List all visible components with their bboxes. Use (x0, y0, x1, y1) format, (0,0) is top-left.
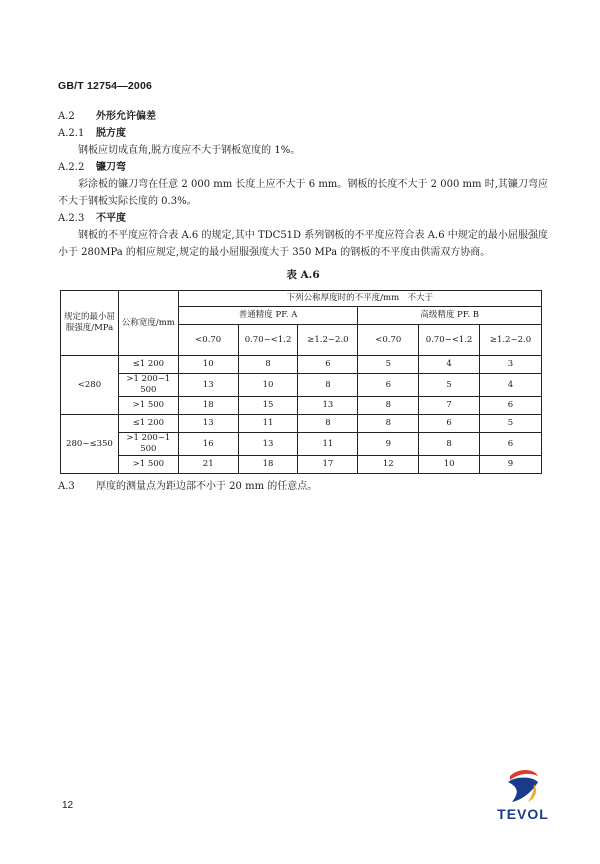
table-row (61, 415, 542, 433)
value-cell: 10 (419, 456, 480, 474)
value-cell: 9 (480, 456, 542, 474)
group-header-normal: 普通精度 PF. A (178, 307, 358, 325)
value-cell: 18 (178, 397, 238, 415)
value-cell: 5 (419, 374, 480, 397)
value-cell: 4 (419, 356, 480, 374)
section-number: A.3 (58, 481, 75, 492)
width-cell: ≤1 200 (118, 356, 178, 374)
value-cell: 13 (178, 374, 238, 397)
standard-code: GB/T 12754—2006 (58, 80, 153, 92)
value-cell: 5 (480, 415, 542, 433)
section-number: A.2.2 (58, 162, 85, 173)
value-cell: 13 (178, 415, 238, 433)
value-cell: 8 (358, 397, 419, 415)
thickness-header: <0.70 (358, 325, 419, 356)
value-cell: 6 (298, 356, 358, 374)
logo-text: TEVOL (497, 806, 549, 822)
section-number: A.2 (58, 111, 75, 122)
page-content (58, 108, 548, 495)
value-cell: 13 (298, 397, 358, 415)
value-cell: 5 (358, 356, 419, 374)
yield-cell: <280 (61, 356, 119, 415)
logo-mark-icon (488, 768, 558, 808)
thickness-header: <0.70 (178, 325, 238, 356)
value-cell: 7 (419, 397, 480, 415)
col-header-yield: 规定的最小屈服强度/MPa (61, 291, 119, 356)
width-cell: ≤1 200 (118, 415, 178, 433)
value-cell: 18 (238, 456, 298, 474)
section-a3-heading (58, 478, 548, 495)
thickness-header: ≥1.2~2.0 (480, 325, 542, 356)
value-cell: 9 (358, 433, 419, 456)
value-cell: 21 (178, 456, 238, 474)
value-cell: 8 (298, 374, 358, 397)
value-cell: 6 (480, 397, 542, 415)
group-header-high: 高级精度 PF. B (358, 307, 542, 325)
value-cell: 8 (358, 415, 419, 433)
value-cell: 16 (178, 433, 238, 456)
value-cell: 10 (178, 356, 238, 374)
table-row (61, 397, 542, 415)
section-a22-text: 彩涂板的镰刀弯在任意 2 000 mm 长度上应不大于 6 mm。钢板的长度不大于 2 000 mm 时,其镰刀弯应不大于钢板实际长度的 0.3%。 (58, 179, 548, 207)
value-cell: 8 (298, 415, 358, 433)
value-cell: 6 (480, 433, 542, 456)
section-number: A.2.3 (58, 213, 85, 224)
value-cell: 3 (480, 356, 542, 374)
value-cell: 8 (419, 433, 480, 456)
table-row (61, 374, 542, 397)
page-number: 12 (62, 800, 74, 811)
yield-cell: 280~≤350 (61, 415, 119, 474)
value-cell: 10 (238, 374, 298, 397)
section-a23-heading (58, 210, 548, 227)
table-row (61, 356, 542, 374)
thickness-header: 0.70~<1.2 (238, 325, 298, 356)
width-cell: >1 500 (118, 397, 178, 415)
value-cell: 6 (419, 415, 480, 433)
value-cell: 11 (298, 433, 358, 456)
section-a2-heading (58, 108, 548, 125)
section-title: 外形允许偏差 (96, 111, 156, 122)
table-row (61, 456, 542, 474)
thickness-header: ≥1.2~2.0 (298, 325, 358, 356)
width-cell: >1 200~1 500 (118, 433, 178, 456)
section-a21-heading (58, 125, 548, 142)
table-caption: 表 A.6 (286, 269, 320, 281)
value-cell: 17 (298, 456, 358, 474)
value-cell: 8 (238, 356, 298, 374)
section-title: 脱方度 (96, 128, 126, 139)
value-cell: 11 (238, 415, 298, 433)
section-number: A.2.1 (58, 128, 85, 139)
col-header-width: 公称宽度/mm (118, 291, 178, 356)
value-cell: 4 (480, 374, 542, 397)
section-a23-text: 钢板的不平度应符合表 A.6 的规定,其中 TDC51D 系列钢板的不平度应符合表 A.6 中规定的最小屈服强度小于 280MPa 的相应规定,规定的最小屈服强度大于 350 MPa 的钢板的不平度由供需双方协商。 (58, 230, 548, 258)
value-cell: 15 (238, 397, 298, 415)
flatness-table (60, 290, 542, 474)
value-cell: 6 (358, 374, 419, 397)
section-title: 不平度 (96, 213, 126, 224)
table-row (61, 433, 542, 456)
tevol-logo (488, 768, 558, 828)
thickness-header: 0.70~<1.2 (419, 325, 480, 356)
col-header-span: 下列公称厚度时的不平度/mm 不大于 (178, 291, 541, 307)
value-cell: 12 (358, 456, 419, 474)
width-cell: >1 200~1 500 (118, 374, 178, 397)
width-cell: >1 500 (118, 456, 178, 474)
section-title: 镰刀弯 (96, 162, 126, 173)
value-cell: 13 (238, 433, 298, 456)
section-a22-heading (58, 159, 548, 176)
section-a21-text: 钢板应切成直角,脱方度应不大于钢板宽度的 1%。 (78, 145, 301, 156)
section-a3-text: 厚度的测量点为距边部不小于 20 mm 的任意点。 (96, 481, 318, 492)
